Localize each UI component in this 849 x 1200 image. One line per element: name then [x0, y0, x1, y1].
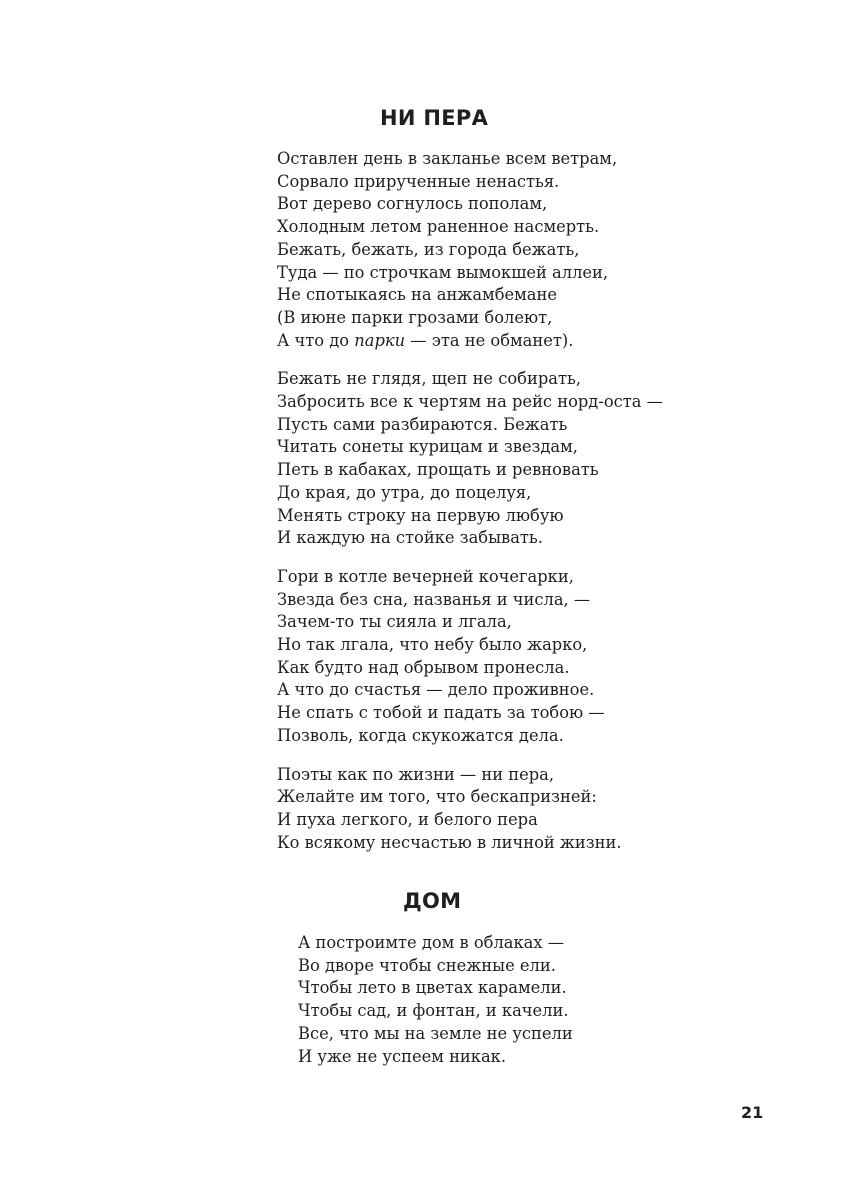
poem-line: Чтобы сад, и фонтан, и качели.: [298, 1001, 569, 1021]
poem-line: Все, что мы на земле не успели: [298, 1023, 573, 1043]
stanza: [277, 368, 663, 550]
poem-line: Ко всякому несчастью в личной жизни.: [277, 832, 622, 852]
poem-line: [277, 330, 663, 353]
poem-line: Забросить все к чертям на рейс норд-оста —: [277, 392, 663, 412]
poem-body: [298, 932, 573, 1068]
stanza: [277, 764, 663, 855]
poem-line: Бежать, бежать, из города бежать,: [277, 239, 580, 259]
poem-title: ДОМ: [403, 889, 462, 913]
line-segment: — эта не обманет).: [405, 330, 574, 350]
stanza: [277, 566, 663, 748]
poem-line: Во дворе чтобы снежные ели.: [298, 955, 556, 975]
poem-line: Не спать с тобой и падать за тобою —: [277, 703, 605, 723]
poem-line: И пуха легкого, и белого пера: [277, 809, 538, 829]
poem-line: И уже не успеем никак.: [298, 1046, 506, 1066]
poem-line: И каждую на стойке забывать.: [277, 528, 543, 548]
poem-line: Петь в кабаках, прощать и ревновать: [277, 460, 599, 480]
poem-line: Гори в котле вечерней кочегарки,: [277, 566, 574, 586]
poem-line: Поэты как по жизни — ни пера,: [277, 764, 555, 784]
poem-line: Бежать не глядя, щеп не собирать,: [277, 369, 581, 389]
poem-line: Туда — по строчкам вымокшей аллеи,: [277, 262, 609, 282]
poem-line: До края, до утра, до поцелуя,: [277, 482, 532, 502]
poem-line: Желайте им того, что бескапризней:: [277, 787, 597, 807]
poem-line: А что до счастья — дело проживное.: [277, 680, 595, 700]
poem-body: [277, 148, 663, 854]
italic-word: парки: [354, 330, 406, 350]
poem-line: Звезда без сна, названья и числа, —: [277, 589, 591, 609]
poem-line: Менять строку на первую любую: [277, 505, 564, 525]
poem-line: (В июне парки грозами болеют,: [277, 307, 553, 327]
poem-line: Но так лгала, что небу было жарко,: [277, 635, 588, 655]
poem-line: Читать сонеты курицам и звездам,: [277, 437, 578, 457]
poem-line: Сорвало прирученные ненастья.: [277, 171, 560, 191]
poem-line: Вот дерево согнулось пополам,: [277, 194, 548, 214]
poem-line: Как будто над обрывом пронесла.: [277, 657, 570, 677]
poem-line: Зачем-то ты сияла и лгала,: [277, 612, 512, 632]
poem-line: Холодным летом раненное насмерть.: [277, 217, 600, 237]
poem-line: Не спотыкаясь на анжамбемане: [277, 285, 557, 305]
poem-line: Позволь, когда скукожатся дела.: [277, 725, 564, 745]
poem-line: Чтобы лето в цветах карамели.: [298, 978, 567, 998]
stanza: [277, 148, 663, 352]
poem-line: Пусть сами разбираются. Бежать: [277, 414, 568, 434]
page-number: 21: [741, 1103, 764, 1122]
poem-line: А построимте дом в облаках —: [298, 933, 565, 952]
poem-title: НИ ПЕРА: [380, 106, 489, 130]
line-segment: А что до: [277, 330, 355, 350]
poem-line: Оставлен день в закланье всем ветрам,: [277, 149, 618, 168]
stanza: [298, 932, 573, 1068]
